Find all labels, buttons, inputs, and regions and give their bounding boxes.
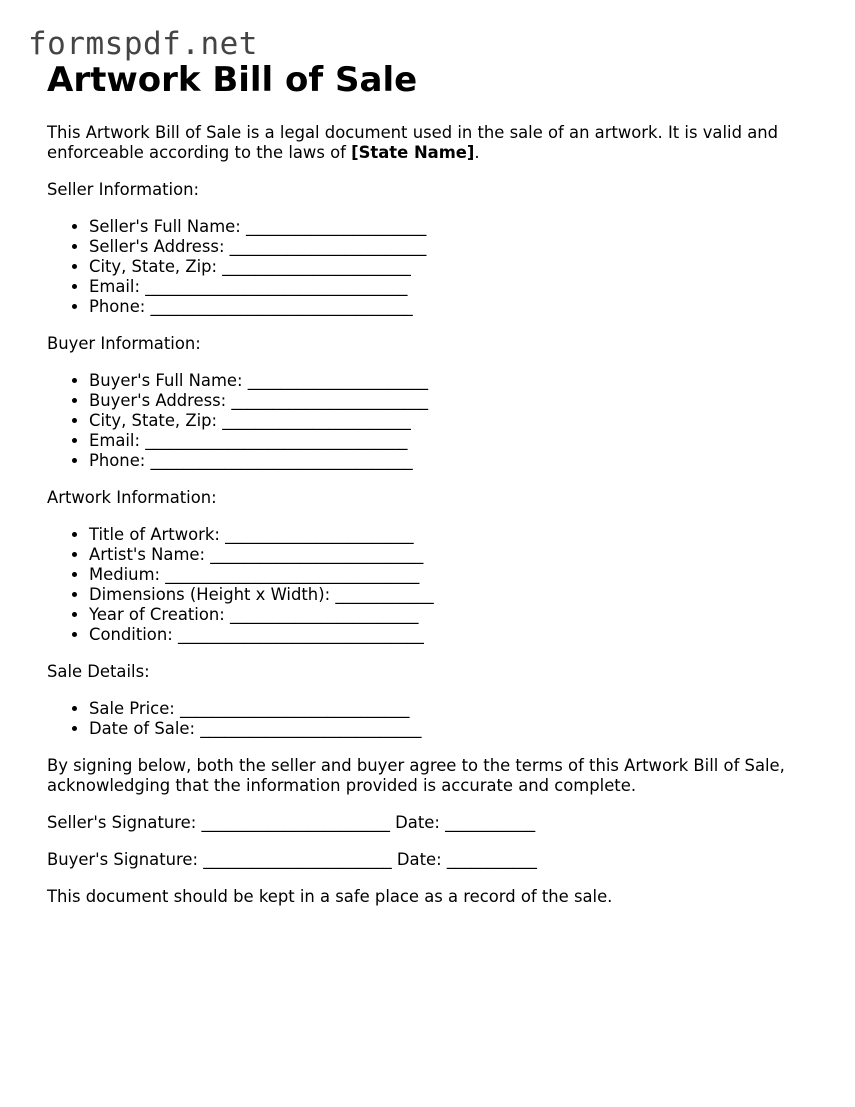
sale-list: [47, 699, 837, 739]
document-title: Artwork Bill of Sale: [47, 60, 418, 100]
intro-end: .: [474, 143, 480, 162]
condition-field: • Condition: ______________________________: [89, 625, 837, 645]
buyer-heading: Buyer Information:: [47, 334, 201, 353]
acknowledgement-paragraph: By signing below, both the seller and buyer agree to the terms of this Artwork Bill of Sale, acknowledging that the information provided is accurate and complete.: [47, 756, 785, 795]
seller-phone-field: • Phone: ________________________________: [89, 297, 837, 317]
sale-heading: Sale Details:: [47, 662, 150, 681]
sale-price-field: • Sale Price: ____________________________: [89, 699, 837, 719]
buyer-email-field: • Email: ________________________________: [89, 431, 837, 451]
artist-name-field: • Artist's Name: __________________________: [89, 545, 837, 565]
buyer-phone-field: • Phone: ________________________________: [89, 451, 837, 471]
seller-list: [47, 217, 837, 317]
state-name-placeholder: [State Name]: [351, 143, 475, 162]
buyer-address-field: • Buyer's Address: ________________________: [89, 391, 837, 411]
footer-note: This document should be kept in a safe place as a record of the sale.: [47, 887, 613, 906]
artwork-heading: Artwork Information:: [47, 488, 217, 507]
intro-text: This Artwork Bill of Sale is a legal document used in the sale of an artwork. It is valid and enforceable according to the laws of: [47, 123, 779, 162]
buyer-city-state-zip-field: • City, State, Zip: _______________________: [89, 411, 837, 431]
seller-full-name-field: • Seller's Full Name: ______________________: [89, 217, 837, 237]
buyer-list: [47, 371, 837, 471]
year-of-creation-field: • Year of Creation: _______________________: [89, 605, 837, 625]
seller-heading: Seller Information:: [47, 180, 200, 199]
date-of-sale-field: • Date of Sale: ___________________________: [89, 719, 837, 739]
watermark-logo: formspdf.net: [28, 26, 258, 62]
seller-city-state-zip-field: • City, State, Zip: _______________________: [89, 257, 837, 277]
seller-signature-line: Seller's Signature: _______________________ Date: ___________: [47, 813, 536, 832]
artwork-list: [47, 525, 837, 645]
document: [47, 60, 837, 907]
buyer-full-name-field: • Buyer's Full Name: ______________________: [89, 371, 837, 391]
intro-paragraph: [47, 123, 837, 163]
seller-address-field: • Seller's Address: ________________________: [89, 237, 837, 257]
buyer-signature-line: Buyer's Signature: _______________________ Date: ___________: [47, 850, 537, 869]
artwork-title-field: • Title of Artwork: _______________________: [89, 525, 837, 545]
dimensions-field: • Dimensions (Height x Width): ____________: [89, 585, 837, 605]
medium-field: • Medium: _______________________________: [89, 565, 837, 585]
seller-email-field: • Email: ________________________________: [89, 277, 837, 297]
